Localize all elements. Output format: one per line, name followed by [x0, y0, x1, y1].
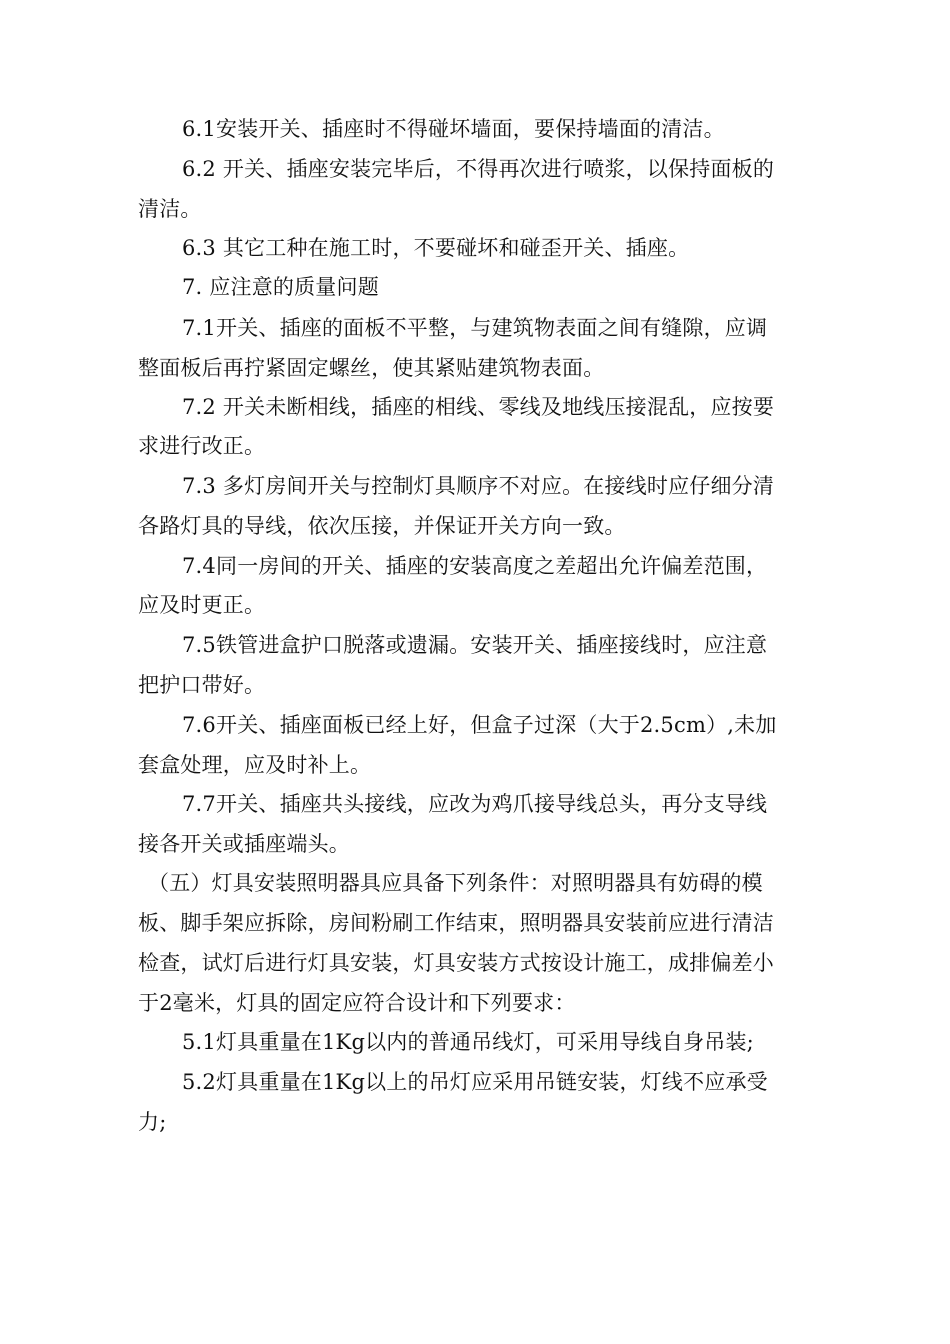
- text-line: 5.1灯具重量在1Kg以内的普通吊线灯，可采用导线自身吊装;: [182, 1030, 754, 1054]
- text-line: 应及时更正。: [138, 593, 266, 617]
- text-line: 检查，试灯后进行灯具安装，灯具安装方式按设计施工，成排偏差小: [138, 951, 774, 975]
- text-line: 6.3 其它工种在施工时，不要碰坏和碰歪开关、插座。: [182, 236, 690, 260]
- text-line: 7.3 多灯房间开关与控制灯具顺序不对应。在接线时应仔细分清: [182, 474, 775, 498]
- section-heading: 7. 应注意的质量问题: [182, 275, 379, 299]
- text-line: 6.2 开关、插座安装完毕后，不得再次进行喷浆，以保持面板的: [182, 157, 775, 181]
- text-line: 7.2 开关未断相线，插座的相线、零线及地线压接混乱，应按要: [182, 395, 775, 419]
- text-line: 接各开关或插座端头。: [138, 832, 350, 856]
- text-line: 7.4同一房间的开关、插座的安装高度之差超出允许偏差范围，: [182, 554, 768, 578]
- text-line: （五）灯具安装照明器具应具备下列条件：对照明器具有妨碍的模: [148, 871, 763, 895]
- text-line: 7.6开关、插座面板已经上好，但盒子过深（大于2.5cm）,未加: [182, 713, 777, 737]
- text-line: 5.2灯具重量在1Kg以上的吊灯应采用吊链安装，灯线不应承受: [182, 1070, 768, 1094]
- text-line: 各路灯具的导线，依次压接，并保证开关方向一致。: [138, 514, 626, 538]
- text-line: 力;: [138, 1110, 167, 1134]
- text-line: 求进行改正。: [138, 434, 266, 458]
- text-line: 7.5铁管进盒护口脱落或遗漏。安装开关、插座接线时，应注意: [182, 633, 768, 657]
- text-line: 清洁。: [138, 197, 202, 221]
- text-line: 于2毫米，灯具的固定应符合设计和下列要求：: [138, 991, 576, 1015]
- text-line: 把护口带好。: [138, 673, 266, 697]
- text-line: 6.1安装开关、插座时不得碰坏墙面，要保持墙面的清洁。: [182, 117, 725, 141]
- text-line: 整面板后再拧紧固定螺丝，使其紧贴建筑物表面。: [138, 356, 605, 380]
- text-line: 7.7开关、插座共头接线，应改为鸡爪接导线总头，再分支导线: [182, 792, 768, 816]
- text-line: 套盒处理，应及时补上。: [138, 753, 372, 777]
- text-line: 7.1开关、插座的面板不平整，与建筑物表面之间有缝隙，应调: [182, 316, 768, 340]
- text-line: 板、脚手架应拆除，房间粉刷工作结束，照明器具安装前应进行清洁: [138, 911, 774, 935]
